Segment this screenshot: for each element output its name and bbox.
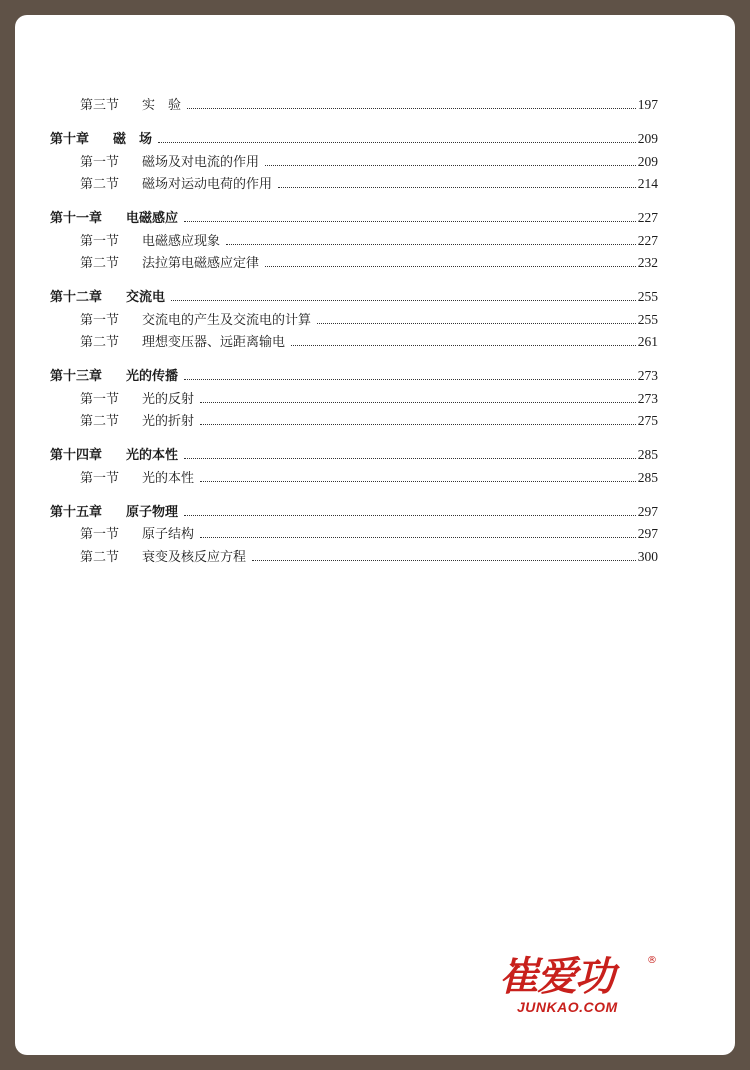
section-page-number: 285 [637,469,658,485]
dot-leader [265,165,636,166]
toc-section-row[interactable] [50,388,658,411]
toc-chapter-row[interactable] [50,365,658,388]
section-label: 第二节 [80,414,120,429]
chapter-label: 第十四章 [50,448,103,463]
dot-leader [171,300,636,301]
section-title: 磁场及对电流的作用 [142,154,260,170]
chapter-label: 第十五章 [50,504,103,520]
dot-leader [158,142,636,143]
toc-chapter-row[interactable] [50,501,658,524]
section-title: 法拉第电磁感应定律 [142,256,260,271]
chapter-label: 第十二章 [50,290,103,305]
section-label: 第二节 [80,335,120,350]
toc-section-row[interactable] [50,523,658,546]
dot-leader [200,481,636,482]
document-page [15,15,735,1055]
section-page-number: 300 [637,548,658,564]
logo-chinese-text: 崔爱功 [499,954,613,1000]
section-title: 衰变及核反应方程 [142,549,247,565]
dot-leader [187,108,636,109]
toc-section-row[interactable] [50,331,658,354]
section-page-number: 232 [637,255,658,270]
section-label: 第一节 [80,527,120,542]
chapter-page-number: 285 [637,447,658,462]
dot-leader [184,515,636,516]
dot-leader [200,402,636,403]
section-label: 第二节 [80,549,120,565]
toc-section-row[interactable] [50,410,658,433]
chapter-label: 第十三章 [50,369,103,384]
chapter-page-number: 209 [637,131,658,146]
chapter-label: 第十一章 [50,211,103,226]
toc-section-row[interactable] [50,467,658,490]
section-title: 实 验 [142,98,182,113]
dot-leader [265,266,636,267]
toc-section-row[interactable] [50,252,658,275]
section-title: 光的折射 [142,414,195,429]
section-label: 第一节 [80,470,120,486]
dot-leader [184,379,636,380]
dot-leader [278,187,636,188]
toc-section-row[interactable] [50,230,658,253]
toc-chapter-row[interactable] [50,128,658,151]
table-of-contents [50,94,658,568]
section-title: 理想变压器、远距离输电 [142,335,286,350]
section-title: 光的本性 [142,470,195,486]
chapter-title: 电磁感应 [126,211,179,226]
toc-section-row[interactable] [50,94,658,117]
chapter-title: 原子物理 [126,504,179,520]
chapter-label: 第十章 [50,132,90,147]
brand-logo [499,955,659,1025]
logo-english-text: JUNKAO.COM [517,999,618,1015]
toc-section-row[interactable] [50,173,658,196]
dot-leader [200,537,636,538]
section-title: 交流电的产生及交流电的计算 [142,312,312,328]
chapter-title: 光的本性 [126,448,179,463]
dot-leader [291,345,636,346]
section-page-number: 261 [637,334,658,349]
section-label: 第二节 [80,177,120,192]
section-label: 第一节 [80,391,120,407]
dot-leader [184,221,636,222]
section-page-number: 209 [637,153,658,169]
chapter-page-number: 227 [637,210,658,225]
chapter-title: 交流电 [126,290,166,305]
chapter-page-number: 255 [637,289,658,304]
section-label: 第二节 [80,256,120,271]
section-label: 第三节 [80,98,120,113]
dot-leader [252,560,636,561]
section-title: 电磁感应现象 [142,233,221,249]
registered-mark: ® [647,955,657,966]
chapter-title: 磁 场 [113,132,153,147]
section-page-number: 275 [637,413,658,428]
section-label: 第一节 [80,154,120,170]
section-page-number: 227 [637,232,658,248]
toc-chapter-row[interactable] [50,207,658,230]
toc-section-row[interactable] [50,151,658,174]
toc-chapter-row[interactable] [50,286,658,309]
section-title: 磁场对运动电荷的作用 [142,177,273,192]
dot-leader [317,323,636,324]
section-page-number: 297 [637,526,658,541]
section-title: 原子结构 [142,527,195,542]
section-title: 光的反射 [142,391,195,407]
section-label: 第一节 [80,312,120,328]
toc-chapter-row[interactable] [50,444,658,467]
dot-leader [226,244,636,245]
dot-leader [200,424,636,425]
chapter-page-number: 273 [637,368,658,383]
section-page-number: 197 [637,97,658,112]
dot-leader [184,458,636,459]
section-page-number: 273 [637,390,658,406]
section-label: 第一节 [80,233,120,249]
toc-section-row[interactable] [50,546,658,569]
toc-section-row[interactable] [50,309,658,332]
section-page-number: 214 [637,176,658,191]
chapter-title: 光的传播 [126,369,179,384]
section-page-number: 255 [637,311,658,327]
chapter-page-number: 297 [637,503,658,519]
